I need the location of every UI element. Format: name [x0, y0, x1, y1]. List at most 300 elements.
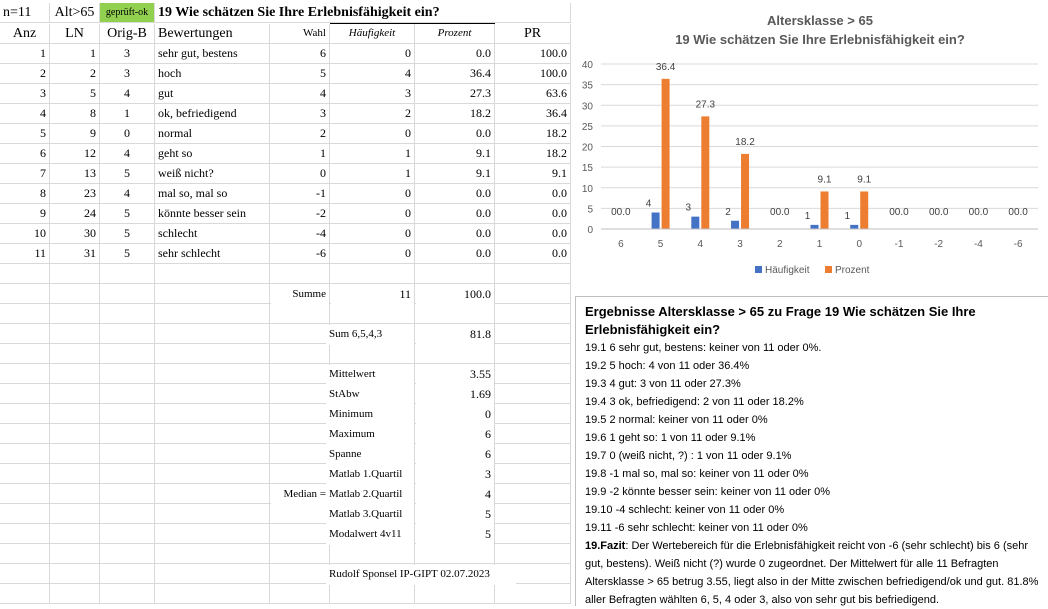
cell-anz[interactable]: 8	[0, 184, 50, 204]
data-label-prozent: 00.0	[968, 207, 989, 218]
legend-label-prozent: Prozent	[835, 265, 870, 276]
cell-pr[interactable]: 36.4	[495, 104, 571, 124]
median-label[interactable]: Median =	[271, 485, 329, 505]
cell-empty[interactable]	[50, 324, 100, 344]
cell-wahl[interactable]: 5	[270, 64, 330, 84]
cell-empty[interactable]	[270, 404, 330, 424]
sum6543-value[interactable]: 81.8	[416, 325, 494, 345]
cell-empty[interactable]	[100, 584, 155, 604]
cell-hauf[interactable]: 0	[330, 244, 415, 264]
cell-empty[interactable]	[50, 564, 100, 584]
cell-bew[interactable]: normal	[155, 124, 270, 144]
cell-empty[interactable]	[0, 384, 50, 404]
cell-orig[interactable]: 3	[100, 64, 155, 84]
cell-empty[interactable]	[0, 504, 50, 524]
cell-empty[interactable]	[415, 304, 495, 324]
cell-pr[interactable]: 63.6	[495, 84, 571, 104]
col-header-orig[interactable]: Orig-B	[100, 24, 155, 44]
cell-empty[interactable]	[495, 404, 571, 424]
fazit-label: 19.Fazit	[585, 540, 626, 552]
cell-empty[interactable]	[0, 304, 50, 324]
chart-svg	[571, 0, 1048, 288]
cell-empty[interactable]	[0, 364, 50, 384]
cell-anz[interactable]: 4	[0, 104, 50, 124]
cell-empty[interactable]	[495, 284, 571, 304]
cell-empty[interactable]	[495, 304, 571, 324]
data-label-prozent: 00.0	[889, 207, 909, 218]
cell-proz[interactable]: 0.0	[415, 224, 495, 244]
cell-empty[interactable]	[0, 464, 50, 484]
cell-empty[interactable]	[50, 504, 100, 524]
bar-haeufigkeit	[811, 225, 819, 229]
bar-haeufigkeit	[652, 213, 660, 230]
cell-wahl[interactable]: -4	[270, 224, 330, 244]
cell-n[interactable]: n=11	[0, 3, 50, 23]
col-header-hauf[interactable]: Häufigkeit	[330, 24, 415, 44]
cell-bew[interactable]: mal so, mal so	[155, 184, 270, 204]
col-header-anz[interactable]: Anz	[0, 24, 50, 44]
cell-empty[interactable]	[0, 564, 50, 584]
cell-empty[interactable]	[0, 444, 50, 464]
stat-label[interactable]: Modalwert 4v11	[326, 525, 414, 545]
cell-hauf[interactable]: 1	[330, 164, 415, 184]
cell-ln[interactable]: 31	[50, 244, 100, 264]
y-tick-label: 5	[587, 204, 593, 216]
bar-chart[interactable]	[571, 0, 1048, 288]
bar-haeufigkeit	[691, 217, 699, 229]
cell-empty[interactable]	[270, 364, 330, 384]
cell-wahl[interactable]: 2	[270, 124, 330, 144]
cell-ln[interactable]: 8	[50, 104, 100, 124]
cell-anz[interactable]: 11	[0, 244, 50, 264]
signature[interactable]: Rudolf Sponsel IP-GIPT 02.07.2023	[326, 565, 516, 585]
cell-empty[interactable]	[0, 484, 50, 504]
cell-empty[interactable]	[155, 544, 270, 564]
stat-value[interactable]: 5	[416, 505, 494, 525]
stat-value[interactable]: 0	[416, 405, 494, 425]
cell-orig[interactable]: 4	[100, 184, 155, 204]
legend-label-haeufigkeit: Häufigkeit	[765, 265, 810, 276]
stat-value[interactable]: 5	[416, 525, 494, 545]
cell-wahl[interactable]: 6	[270, 44, 330, 64]
cell-bew[interactable]: schlecht	[155, 224, 270, 244]
stat-value[interactable]: 3	[416, 465, 494, 485]
cell-pr[interactable]: 0.0	[495, 224, 571, 244]
y-tick-label: 40	[581, 60, 593, 71]
cell-empty[interactable]	[100, 544, 155, 564]
cell-wahl[interactable]: -1	[270, 184, 330, 204]
cell-wahl[interactable]: 1	[270, 144, 330, 164]
cell-bew[interactable]: ok, befriedigend	[155, 104, 270, 124]
stat-label[interactable]: Minimum	[326, 405, 414, 425]
cell-ln[interactable]: 13	[50, 164, 100, 184]
cell-proz[interactable]: 36.4	[415, 64, 495, 84]
result-line: 19.4 3 ok, befriedigend: 2 von 11 oder 18.2%	[585, 396, 804, 408]
cell-empty[interactable]	[330, 544, 415, 564]
cell-empty[interactable]	[50, 484, 100, 504]
cell-wahl[interactable]: 4	[270, 84, 330, 104]
cell-empty[interactable]	[155, 464, 270, 484]
data-label-haeufigkeit: 3	[685, 202, 692, 214]
cell-orig[interactable]: 5	[100, 224, 155, 244]
data-label-prozent: 00.0	[928, 207, 949, 218]
cell-wahl[interactable]: 3	[270, 104, 330, 124]
cell-empty[interactable]	[50, 264, 100, 284]
data-label-prozent: 00.0	[770, 207, 790, 218]
cell-empty[interactable]	[415, 544, 495, 564]
cell-orig[interactable]: 5	[100, 204, 155, 224]
cell-ln[interactable]: 2	[50, 64, 100, 84]
cell-anz[interactable]: 2	[0, 64, 50, 84]
bar-prozent	[860, 191, 868, 229]
cell-empty[interactable]	[100, 324, 155, 344]
cell-pr[interactable]: 0.0	[495, 244, 571, 264]
result-line: 19.1 6 sehr gut, bestens: keiner von 11 oder 0%.	[585, 342, 822, 354]
cell-proz[interactable]: 27.3	[415, 84, 495, 104]
cell-anz[interactable]: 6	[0, 144, 50, 164]
stat-value[interactable]: 4	[416, 485, 494, 505]
cell-wahl[interactable]: -6	[270, 244, 330, 264]
cell-empty[interactable]	[155, 484, 270, 504]
cell-bew[interactable]: sehr schlecht	[155, 244, 270, 264]
stat-label[interactable]: Matlab 1.Quartil	[326, 465, 414, 485]
cell-bew[interactable]: sehr gut, bestens	[155, 44, 270, 64]
cell-empty[interactable]	[50, 584, 100, 604]
cell-empty[interactable]	[50, 524, 100, 544]
cell-empty[interactable]	[50, 364, 100, 384]
cell-pr[interactable]: 100.0	[495, 64, 571, 84]
cell-empty[interactable]	[495, 264, 571, 284]
cell-empty[interactable]	[330, 304, 415, 324]
cell-orig[interactable]: 4	[100, 144, 155, 164]
cell-ln[interactable]: 5	[50, 84, 100, 104]
cell-empty[interactable]	[270, 324, 330, 344]
result-line: 19.10 -4 schlecht: keiner von 11 oder 0%	[585, 504, 785, 516]
cell-empty[interactable]	[415, 584, 495, 604]
cell-empty[interactable]	[270, 264, 330, 284]
chart-title: Altersklasse > 65	[767, 13, 873, 28]
header-rule	[330, 23, 495, 24]
cell-empty[interactable]	[155, 444, 270, 464]
cell-empty[interactable]	[155, 504, 270, 524]
data-label-haeufigkeit: 2	[725, 206, 731, 218]
bar-haeufigkeit	[850, 225, 858, 229]
cell-empty[interactable]	[155, 324, 270, 344]
cell-empty[interactable]	[100, 364, 155, 384]
y-tick-label: 10	[581, 183, 593, 195]
cell-empty[interactable]	[100, 384, 155, 404]
cell-empty[interactable]	[155, 564, 270, 584]
cell-pr[interactable]: 18.2	[495, 144, 571, 164]
stat-label[interactable]: Mittelwert	[326, 365, 414, 385]
y-tick-label: 35	[581, 80, 593, 92]
result-line: 19.7 0 (weiß nicht, ?) : 1 von 11 oder 9.1%	[585, 450, 792, 462]
cell-group[interactable]: Alt>65	[50, 3, 100, 23]
cell-empty[interactable]	[100, 504, 155, 524]
cell-check[interactable]: geprüft-ok	[100, 3, 155, 23]
cell-empty[interactable]	[155, 264, 270, 284]
cell-empty[interactable]	[495, 504, 571, 524]
result-lines	[585, 339, 1048, 537]
cell-proz[interactable]: 18.2	[415, 104, 495, 124]
cell-hauf[interactable]: 0	[330, 224, 415, 244]
sum6543-label[interactable]: Sum 6,5,4,3	[326, 325, 414, 345]
data-label-prozent: 00.0	[1008, 207, 1028, 218]
x-tick-label: 2	[776, 239, 783, 250]
result-line: 19.6 1 geht so: 1 von 11 oder 9.1%	[585, 432, 756, 444]
y-tick-label: 25	[581, 121, 593, 133]
cell-hauf[interactable]: 4	[330, 64, 415, 84]
cell-empty[interactable]	[270, 544, 330, 564]
stat-label[interactable]: Maximum	[326, 425, 414, 445]
cell-orig[interactable]: 3	[100, 44, 155, 64]
cell-ln[interactable]: 24	[50, 204, 100, 224]
result-line: 19.9 -2 könnte besser sein: keiner von 11 oder 0%	[585, 486, 831, 498]
cell-empty[interactable]	[270, 564, 330, 584]
cell-empty[interactable]	[155, 284, 270, 304]
cell-empty[interactable]	[155, 364, 270, 384]
cell-pr[interactable]: 100.0	[495, 44, 571, 64]
x-tick-label: 4	[697, 239, 704, 250]
y-tick-label: 20	[581, 142, 593, 154]
cell-empty[interactable]	[50, 444, 100, 464]
cell-empty[interactable]	[100, 564, 155, 584]
x-tick-label: -2	[934, 239, 944, 250]
stat-value[interactable]: 1.69	[416, 385, 494, 405]
fazit-text: : Der Wertebereich für die Erlebnisfähigkeit reicht von -6 (sehr schlecht) bis 6 (sehr gut, bestens). Weiß nicht (?) wurde 0 zugeordnet. Der Mittelwert für alle 11 Befragten Altersklasse > 65 betrug 3.55, liegt also in der Mitte zwischen befriedigend/ok und gut. 81.8% aller Befragten wählten 6, 5, 4 oder 3, also von sehr gut bis befriedigend.	[585, 540, 1039, 606]
cell-empty[interactable]	[0, 544, 50, 564]
cell-empty[interactable]	[0, 324, 50, 344]
cell-bew[interactable]: könnte besser sein	[155, 204, 270, 224]
cell-empty[interactable]	[270, 424, 330, 444]
data-label-haeufigkeit: 1	[844, 210, 851, 222]
cell-empty[interactable]	[50, 464, 100, 484]
data-label-prozent: 18.2	[735, 136, 755, 148]
cell-empty[interactable]	[495, 584, 571, 604]
x-tick-label: 6	[618, 239, 624, 250]
summe-prozent[interactable]: 100.0	[416, 285, 494, 305]
cell-orig[interactable]: 0	[100, 124, 155, 144]
cell-wahl[interactable]: 0	[270, 164, 330, 184]
stat-value[interactable]: 6	[416, 425, 494, 445]
cell-empty[interactable]	[495, 544, 571, 564]
bar-prozent	[701, 116, 709, 229]
cell-empty[interactable]	[155, 524, 270, 544]
y-tick-label: 30	[581, 101, 593, 113]
stat-value[interactable]: 3.55	[416, 365, 494, 385]
result-line: 19.8 -1 mal so, mal so: keiner von 11 oder 0%	[585, 468, 809, 480]
cell-empty[interactable]	[50, 404, 100, 424]
cell-empty[interactable]	[415, 344, 495, 364]
cell-empty[interactable]	[0, 284, 50, 304]
cell-anz[interactable]: 3	[0, 84, 50, 104]
cell-empty[interactable]	[50, 344, 100, 364]
y-tick-label: 15	[581, 163, 593, 175]
cell-empty[interactable]	[270, 584, 330, 604]
cell-anz[interactable]: 7	[0, 164, 50, 184]
cell-empty[interactable]	[495, 524, 571, 544]
cell-hauf[interactable]: 2	[330, 104, 415, 124]
cell-empty[interactable]	[495, 344, 571, 364]
cell-empty[interactable]	[495, 444, 571, 464]
cell-anz[interactable]: 10	[0, 224, 50, 244]
cell-empty[interactable]	[100, 484, 155, 504]
cell-empty[interactable]	[0, 264, 50, 284]
cell-empty[interactable]	[155, 424, 270, 444]
cell-empty[interactable]	[50, 544, 100, 564]
bar-prozent	[821, 191, 829, 229]
stat-label[interactable]: Spanne	[326, 445, 414, 465]
stat-label[interactable]: Matlab 2.Quartil	[326, 485, 414, 505]
cell-empty[interactable]	[100, 344, 155, 364]
cell-hauf[interactable]: 0	[330, 124, 415, 144]
data-label-prozent: 36.4	[655, 61, 676, 73]
cell-empty[interactable]	[495, 324, 571, 344]
stat-label[interactable]: StAbw	[326, 385, 414, 405]
cell-empty[interactable]	[155, 584, 270, 604]
cell-pr[interactable]: 0.0	[495, 204, 571, 224]
cell-ln[interactable]: 9	[50, 124, 100, 144]
cell-empty[interactable]	[50, 384, 100, 404]
cell-anz[interactable]: 1	[0, 44, 50, 64]
cell-anz[interactable]: 5	[0, 124, 50, 144]
cell-empty[interactable]	[0, 524, 50, 544]
cell-bew[interactable]: hoch	[155, 64, 270, 84]
cell-empty[interactable]	[0, 584, 50, 604]
bar-prozent	[662, 79, 670, 229]
cell-empty[interactable]	[100, 464, 155, 484]
x-tick-label: -4	[973, 239, 983, 250]
cell-empty[interactable]	[495, 364, 571, 384]
cell-ln[interactable]: 12	[50, 144, 100, 164]
legend-swatch-prozent	[825, 266, 832, 273]
cell-empty[interactable]	[330, 584, 415, 604]
cell-empty[interactable]	[270, 504, 330, 524]
cell-proz[interactable]: 0.0	[415, 184, 495, 204]
cell-empty[interactable]	[270, 304, 330, 324]
cell-hauf[interactable]: 1	[330, 144, 415, 164]
result-line: 19.5 2 normal: keiner von 11 oder 0%	[585, 414, 768, 426]
cell-bew[interactable]: geht so	[155, 144, 270, 164]
cell-empty[interactable]	[270, 344, 330, 364]
cell-hauf[interactable]: 3	[330, 84, 415, 104]
cell-hauf[interactable]: 0	[330, 184, 415, 204]
cell-hauf[interactable]: 0	[330, 204, 415, 224]
cell-pr[interactable]: 18.2	[495, 124, 571, 144]
cell-empty[interactable]	[155, 404, 270, 424]
cell-proz[interactable]: 0.0	[415, 124, 495, 144]
cell-empty[interactable]	[100, 424, 155, 444]
data-label-haeufigkeit: 4	[645, 198, 652, 210]
cell-empty[interactable]	[155, 384, 270, 404]
cell-empty[interactable]	[100, 284, 155, 304]
summe-haeufigkeit[interactable]: 11	[331, 285, 414, 305]
cell-empty[interactable]	[495, 484, 571, 504]
cell-empty[interactable]	[155, 304, 270, 324]
cell-pr[interactable]: 9.1	[495, 164, 571, 184]
data-label-haeufigkeit: 1	[804, 210, 811, 222]
cell-empty[interactable]	[50, 284, 100, 304]
cell-empty[interactable]	[100, 444, 155, 464]
data-label-prozent: 9.1	[857, 174, 872, 186]
cell-proz[interactable]: 9.1	[415, 164, 495, 184]
cell-empty[interactable]	[100, 304, 155, 324]
cell-empty[interactable]	[415, 264, 495, 284]
result-line: 19.11 -6 sehr schlecht: keiner von 11 oder 0%	[585, 522, 808, 534]
cell-orig[interactable]: 4	[100, 84, 155, 104]
cell-empty[interactable]	[100, 404, 155, 424]
cell-proz[interactable]: 9.1	[415, 144, 495, 164]
cell-orig[interactable]: 5	[100, 244, 155, 264]
cell-ln[interactable]: 1	[50, 44, 100, 64]
cell-hauf[interactable]: 0	[330, 44, 415, 64]
cell-empty[interactable]	[0, 404, 50, 424]
cell-empty[interactable]	[495, 464, 571, 484]
stat-value[interactable]: 6	[416, 445, 494, 465]
cell-empty[interactable]	[50, 304, 100, 324]
cell-empty[interactable]	[100, 264, 155, 284]
y-tick-label: 0	[587, 225, 593, 236]
cell-empty[interactable]	[155, 344, 270, 364]
cell-proz[interactable]: 0.0	[415, 244, 495, 264]
result-line: 19.3 4 gut: 3 von 11 oder 27.3%	[585, 378, 741, 390]
cell-ln[interactable]: 30	[50, 224, 100, 244]
x-tick-label: 3	[737, 239, 743, 250]
cell-empty[interactable]	[495, 424, 571, 444]
data-label-prozent: 9.1	[817, 174, 832, 186]
cell-empty[interactable]	[330, 344, 415, 364]
result-line: 19.2 5 hoch: 4 von 11 oder 36.4%	[585, 360, 750, 372]
cell-empty[interactable]	[270, 524, 330, 544]
col-header-ln[interactable]: LN	[50, 24, 100, 44]
col-header-bew[interactable]: Bewertungen	[155, 24, 270, 44]
cell-empty[interactable]	[270, 444, 330, 464]
cell-bew[interactable]: gut	[155, 84, 270, 104]
cell-wahl[interactable]: -2	[270, 204, 330, 224]
result-title: Ergebnisse Altersklasse > 65 zu Frage 19 Wie schätzen Sie Ihre Erlebnisfähigkeit ein?	[585, 304, 976, 337]
result-fazit	[585, 537, 1048, 609]
cell-proz[interactable]: 0.0	[415, 204, 495, 224]
cell-empty[interactable]	[270, 464, 330, 484]
cell-empty[interactable]	[270, 384, 330, 404]
data-label-prozent: 00.0	[611, 207, 631, 218]
cell-empty[interactable]	[495, 384, 571, 404]
col-header-wahl[interactable]: Wahl	[270, 24, 330, 44]
cell-anz[interactable]: 9	[0, 204, 50, 224]
cell-empty[interactable]	[0, 344, 50, 364]
x-tick-label: -6	[1013, 239, 1023, 250]
col-header-proz[interactable]: Prozent	[415, 24, 495, 44]
summe-label[interactable]: Summe	[271, 285, 329, 305]
cell-orig[interactable]: 5	[100, 164, 155, 184]
cell-empty[interactable]	[50, 424, 100, 444]
stat-label[interactable]: Matlab 3.Quartil	[326, 505, 414, 525]
cell-empty[interactable]	[0, 424, 50, 444]
cell-empty[interactable]	[330, 264, 415, 284]
legend-swatch-haeufigkeit	[755, 266, 762, 273]
col-header-pr[interactable]: PR	[495, 24, 571, 44]
cell-ln[interactable]: 23	[50, 184, 100, 204]
cell-empty[interactable]	[495, 3, 571, 23]
cell-orig[interactable]: 1	[100, 104, 155, 124]
cell-empty[interactable]	[100, 524, 155, 544]
cell-proz[interactable]: 0.0	[415, 44, 495, 64]
result-textbox[interactable]	[575, 296, 1048, 606]
cell-bew[interactable]: weiß nicht?	[155, 164, 270, 184]
bar-haeufigkeit	[731, 221, 739, 229]
cell-pr[interactable]: 0.0	[495, 184, 571, 204]
cell-question[interactable]: 19 Wie schätzen Sie Ihre Erlebnisfähigkeit ein?	[155, 3, 495, 23]
